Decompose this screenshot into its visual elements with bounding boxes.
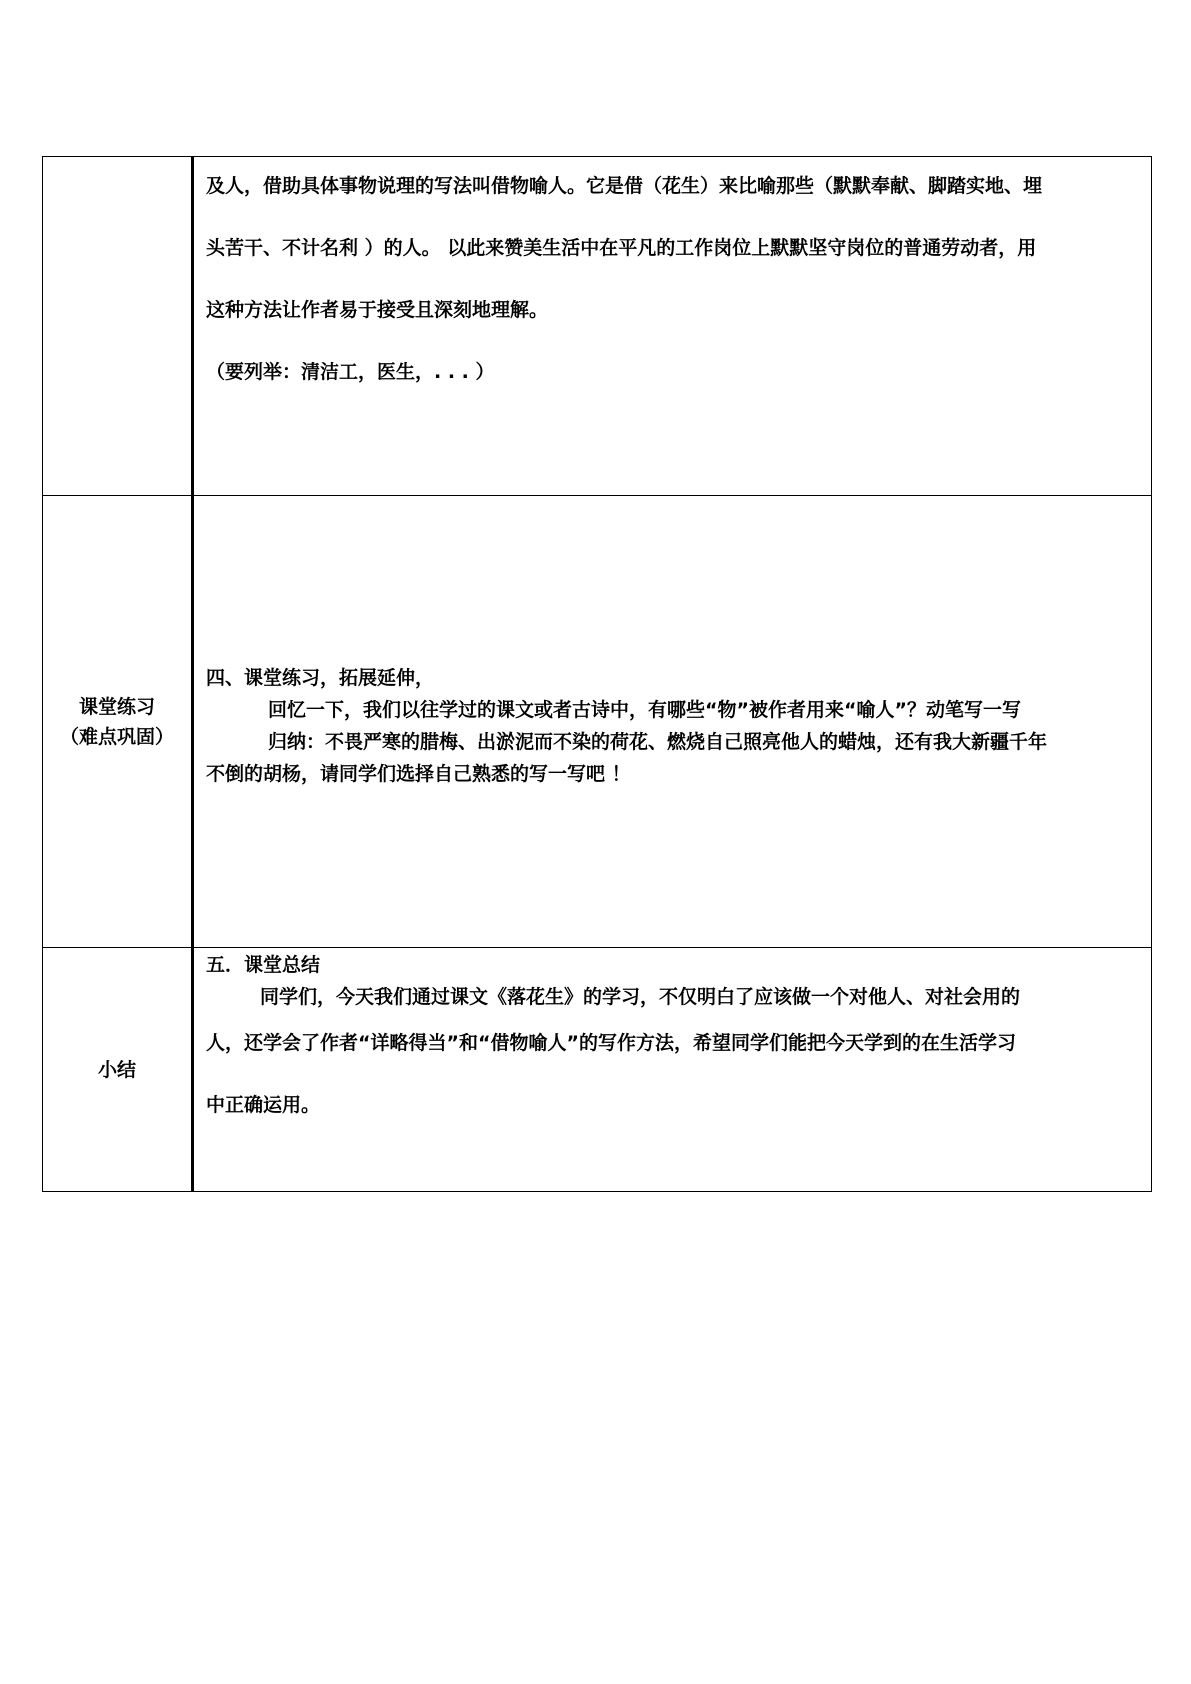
- practice-text: [206, 662, 1141, 790]
- row-label-summary: 小结: [43, 948, 193, 1192]
- section-heading: 四、课堂练习，拓展延伸，: [206, 667, 435, 689]
- text-line: 这种方法让作者易于接受且深刻地理解。: [206, 299, 549, 321]
- summary-text: [206, 948, 1141, 1136]
- table-row: [43, 157, 1152, 496]
- text-line: 回忆一下，我们以往学过的课文或者古诗中，有哪些“物”被作者用来“喻人”？动笔写一写: [268, 699, 1021, 721]
- label-practice-sub: （难点巩固）: [59, 725, 174, 748]
- text-line: 头苦干、不计名利 ）的人。 以此来赞美生活中在平凡的工作岗位上默默坚守岗位的普通劳动者，用: [206, 237, 1037, 259]
- text-line: 中正确运用。: [206, 1094, 321, 1116]
- row-label-empty: [43, 157, 193, 496]
- example-note: （要列举：清洁工，医生，. . . ）: [206, 361, 495, 383]
- practice-content: [193, 496, 1152, 948]
- text-line: 同学们，今天我们通过课文《落花生》的学习，不仅明白了应该做一个对他人、对社会用的: [260, 986, 1021, 1008]
- row-label-practice: [43, 496, 193, 948]
- analysis-text: [206, 155, 1141, 403]
- text-line: 人，还学会了作者“详略得当”和“借物喻人”的写作方法，希望同学们能把今天学到的在生活学习: [206, 1032, 1016, 1054]
- table-row: [43, 948, 1152, 1192]
- section-heading: 五．课堂总结: [206, 954, 321, 976]
- analysis-content: [193, 157, 1152, 496]
- table-row: [43, 496, 1152, 948]
- text-line: 不倒的胡杨，请同学们选择自己熟悉的写一写吧 ！: [206, 763, 631, 785]
- label-practice: 课堂练习: [78, 695, 155, 718]
- lesson-plan-table: [42, 156, 1152, 1192]
- text-line: 及人，借助具体事物说理的写法叫借物喻人。它是借（花生）来比喻那些（默默奉献、脚踏实地、埋: [206, 175, 1043, 197]
- text-line: 归纳：不畏严寒的腊梅、出淤泥而不染的荷花、燃烧自己照亮他人的蜡烛，还有我大新疆千年: [268, 731, 1048, 753]
- summary-content: [193, 948, 1152, 1192]
